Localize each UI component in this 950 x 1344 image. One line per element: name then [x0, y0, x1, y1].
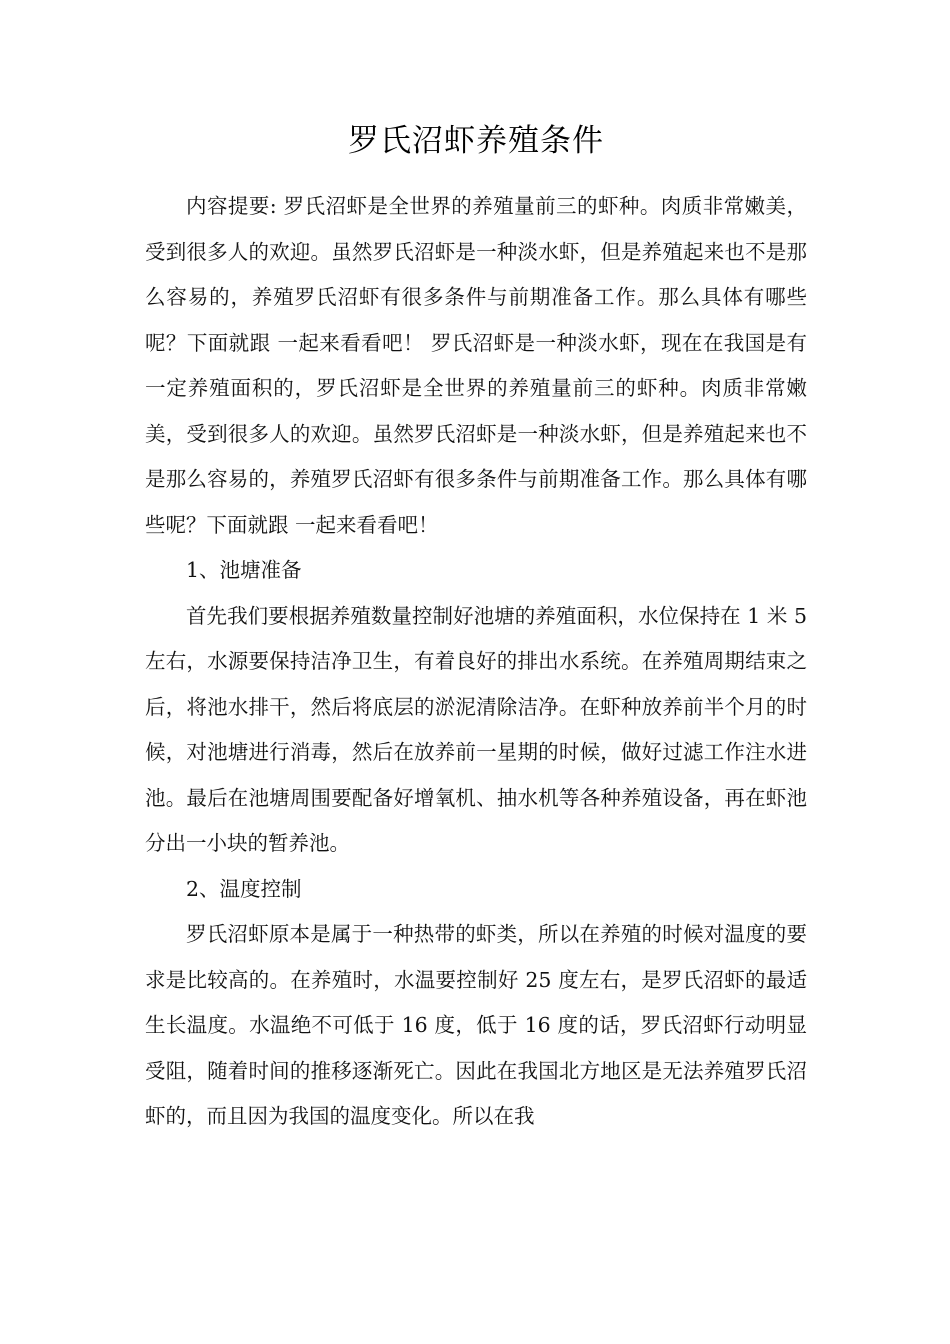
document-title: 罗氏沼虾养殖条件: [348, 123, 604, 159]
document-body: [145, 118, 807, 1140]
intro-paragraph: 内容提要: 罗氏沼虾是全世界的养殖量前三的虾种。肉质非常嫩美，受到很多人的欢迎。虽然罗氏沼虾是一种淡水虾，但是养殖起来也不是那么容易的，养殖罗氏沼虾有很多条件与前期准备工作。那么具体有哪些呢？下面就跟 一起来看看吧！ 罗氏沼虾是一种淡水虾，现在在我国是有一定养殖面积的，罗氏沼虾是全世界的养殖量前三的虾种。肉质非常嫩美，受到很多人的欢迎。虽然罗氏沼虾是一种淡水虾，但是养殖起来也不是那么容易的，养殖罗氏沼虾有很多条件与前期准备工作。那么具体有哪些呢？下面就跟 一起来看看吧！: [145, 194, 807, 537]
section-heading-pond: 1、池塘准备: [186, 558, 302, 582]
section-heading-temperature: 2、温度控制: [186, 876, 302, 901]
pond-paragraph: 首先我们要根据养殖数量控制好池塘的养殖面积，水位保持在 1 米 5 左右，水源要保持洁净卫生，有着良好的排出水系统。在养殖周期结束之后，将池水排干，然后将底层的淤泥清除洁净。在虾种放养前半个月的时候，对池塘进行消毒，然后在放养前一星期的时候，做好过滤工作注水进池。最后在池塘周围要配备好增氧机、抽水机等各种养殖设备，再在虾池分出一小块的暂养池。: [145, 603, 807, 855]
temperature-paragraph: 罗氏沼虾原本是属于一种热带的虾类，所以在养殖的时候对温度的要求是比较高的。在养殖时，水温要控制好 25 度左右，是罗氏沼虾的最适生长温度。水温绝不可低于 16 度，低于 16 度的话，罗氏沼虾行动明显受阻，随着时间的推移逐渐死亡。因此在我国北方地区是无法养殖罗氏沼虾的，而且因为我国的温度变化。所以在我: [145, 922, 807, 1128]
